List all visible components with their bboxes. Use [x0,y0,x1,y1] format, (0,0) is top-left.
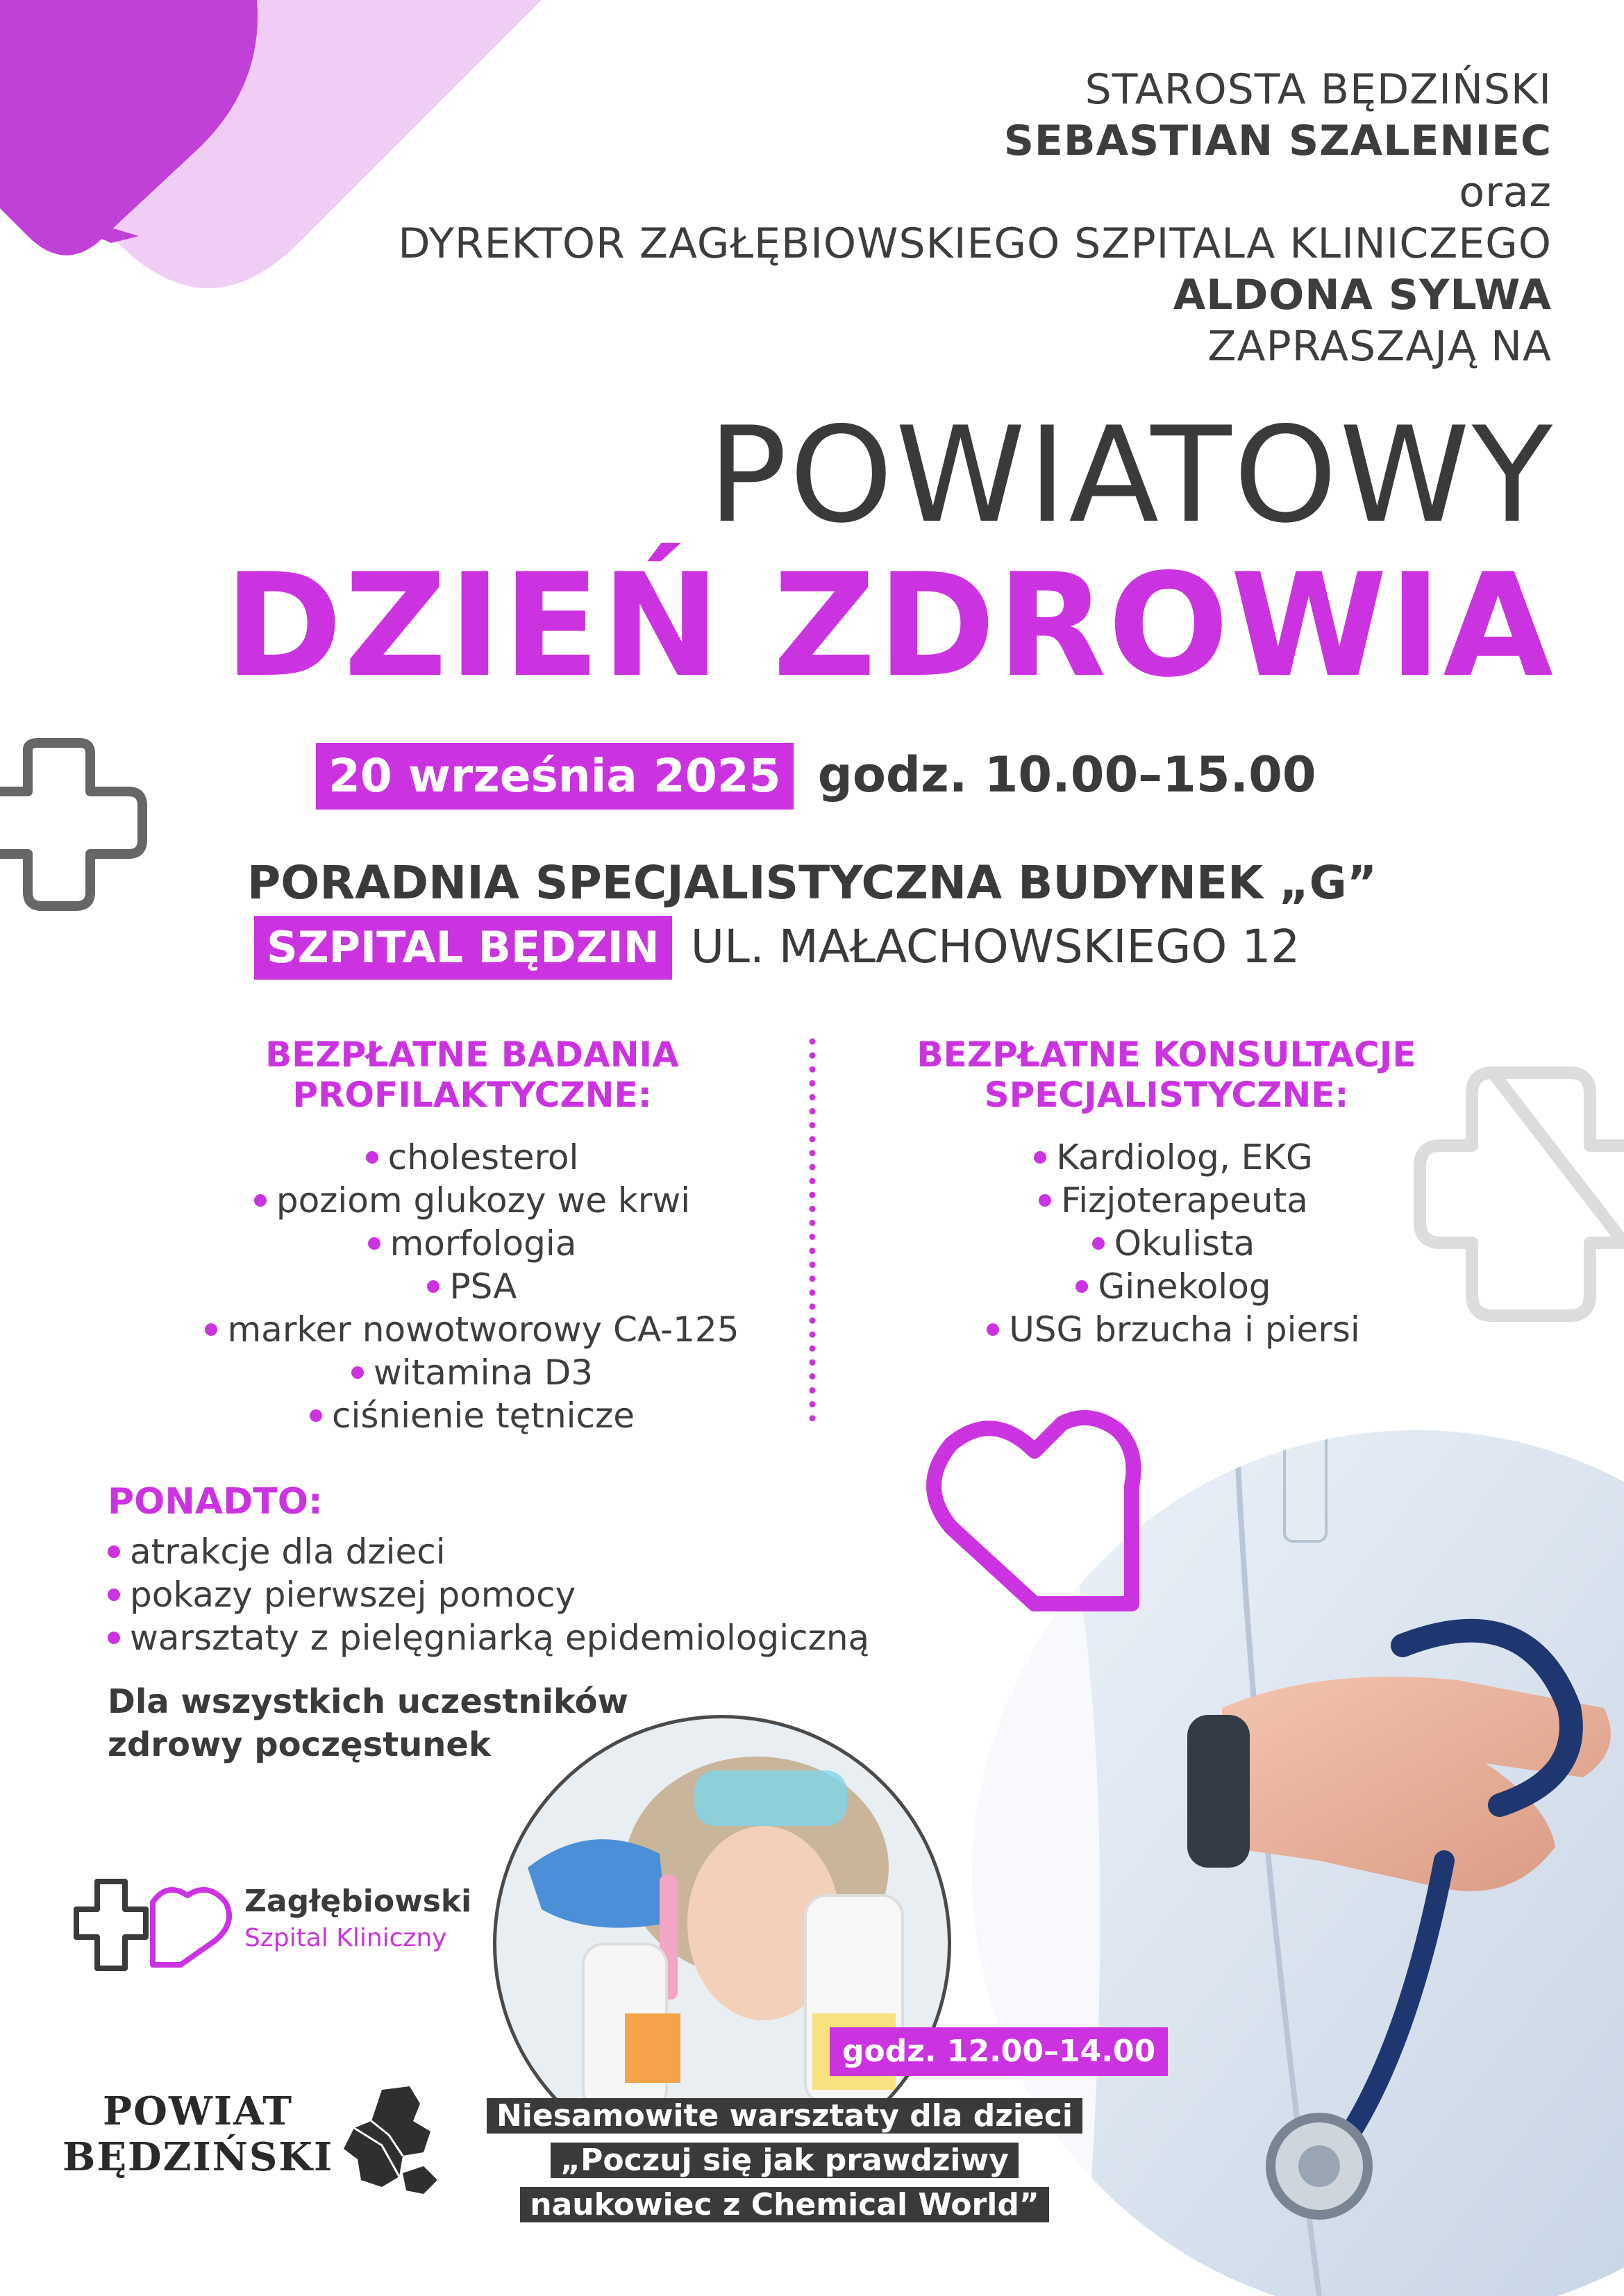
tests-heading-line2: PROFILAKTYCZNE: [292,1075,652,1115]
tests-heading [160,1034,785,1115]
list-item: pokazy pierwszej pomocy [108,1573,941,1616]
list-item: Fizjoterapeuta [833,1179,1514,1222]
header-line-starosta: STAROSTA BĘDZIŃSKI [1085,65,1552,114]
workshop-line-2: „Poczuj się jak prawdziwy [551,2143,1019,2178]
list-item: witamina D3 [125,1351,819,1394]
list-item: morfologia [125,1222,819,1265]
header-line-dyrektor: DYREKTOR ZAGŁĘBIOWSKIEGO SZPITALA KLINICZEGO [398,219,1552,268]
hospital-logo-sub: Szpital Kliniczny [244,1924,447,1952]
extras-note-line1: Dla wszystkich uczestników [108,1682,628,1721]
list-item: Okulista [833,1222,1514,1265]
header-line-name-2: ALDONA SYLWA [1173,271,1552,319]
powiat-logo-text [62,2088,333,2180]
heart-outline-icon [923,1409,1146,1618]
powiat-logo-line1: POWIAT [103,2088,294,2134]
extras-note-line2: zdrowy poczęstunek [108,1725,491,1764]
list-item: USG brzucha i piersi [833,1308,1514,1351]
header-line-name-1: SEBASTIAN SZALENIEC [1003,117,1552,165]
tests-heading-line1: BEZPŁATNE BADANIA [265,1034,679,1075]
place-highlight-badge: SZPITAL BĘDZIN [254,916,672,980]
plus-outline-icon-right [1409,1062,1624,1340]
workshop-line-3: naukowiec z Chemical World” [520,2187,1049,2222]
consult-heading-line2: SPECJALISTYCZNE: [984,1075,1349,1115]
place-line-1: PORADNIA SPECJALISTYCZNA BUDYNEK „G” [246,856,1378,910]
workshop-time-badge: godz. 12.00–14.00 [830,2027,1168,2076]
workshop-description [486,2094,1083,2227]
title-dzien-zdrowia: DZIEŃ ZDROWIA [224,544,1555,709]
extras-heading: PONADTO: [108,1481,323,1523]
list-item: ciśnienie tętnicze [125,1394,819,1437]
powiat-map-icon [340,2083,444,2201]
title-powiatowy: POWIATOWY [708,399,1555,552]
consult-heading-line1: BEZPŁATNE KONSULTACJE [916,1034,1416,1075]
workshop-line-1: Niesamowite warsztaty dla dzieci [487,2098,1082,2134]
workshop-time-row [830,2027,1168,2076]
list-item: Ginekolog [833,1265,1514,1308]
list-item: marker nowotworowy CA-125 [125,1308,819,1351]
list-item: warsztaty z pielęgniarką epidemiologiczną [108,1616,941,1659]
header-line-oraz: oraz [1459,168,1552,217]
hospital-logo-name: Zagłębiowski [244,1884,472,1919]
list-item: PSA [125,1265,819,1308]
extras-list [108,1530,941,1659]
date-badge: 20 września 2025 [316,743,794,810]
hospital-logo-icon [69,1875,236,1979]
powiat-logo-line2: BĘDZIŃSKI [62,2134,334,2180]
column-divider [805,1038,819,1434]
date-row [316,741,1316,808]
tests-list [125,1136,819,1437]
place-line-2 [254,915,1300,979]
list-item: cholesterol [125,1136,819,1179]
consult-heading [854,1034,1479,1115]
list-item: atrakcje dla dzieci [108,1530,941,1573]
header-line-invite: ZAPRASZAJĄ NA [1207,322,1552,371]
list-item: Kardiolog, EKG [833,1136,1514,1179]
place-address: UL. MAŁACHOWSKIEGO 12 [690,920,1300,973]
list-item: poziom glukozy we krwi [125,1179,819,1222]
event-hours: godz. 10.00–15.00 [817,746,1316,803]
